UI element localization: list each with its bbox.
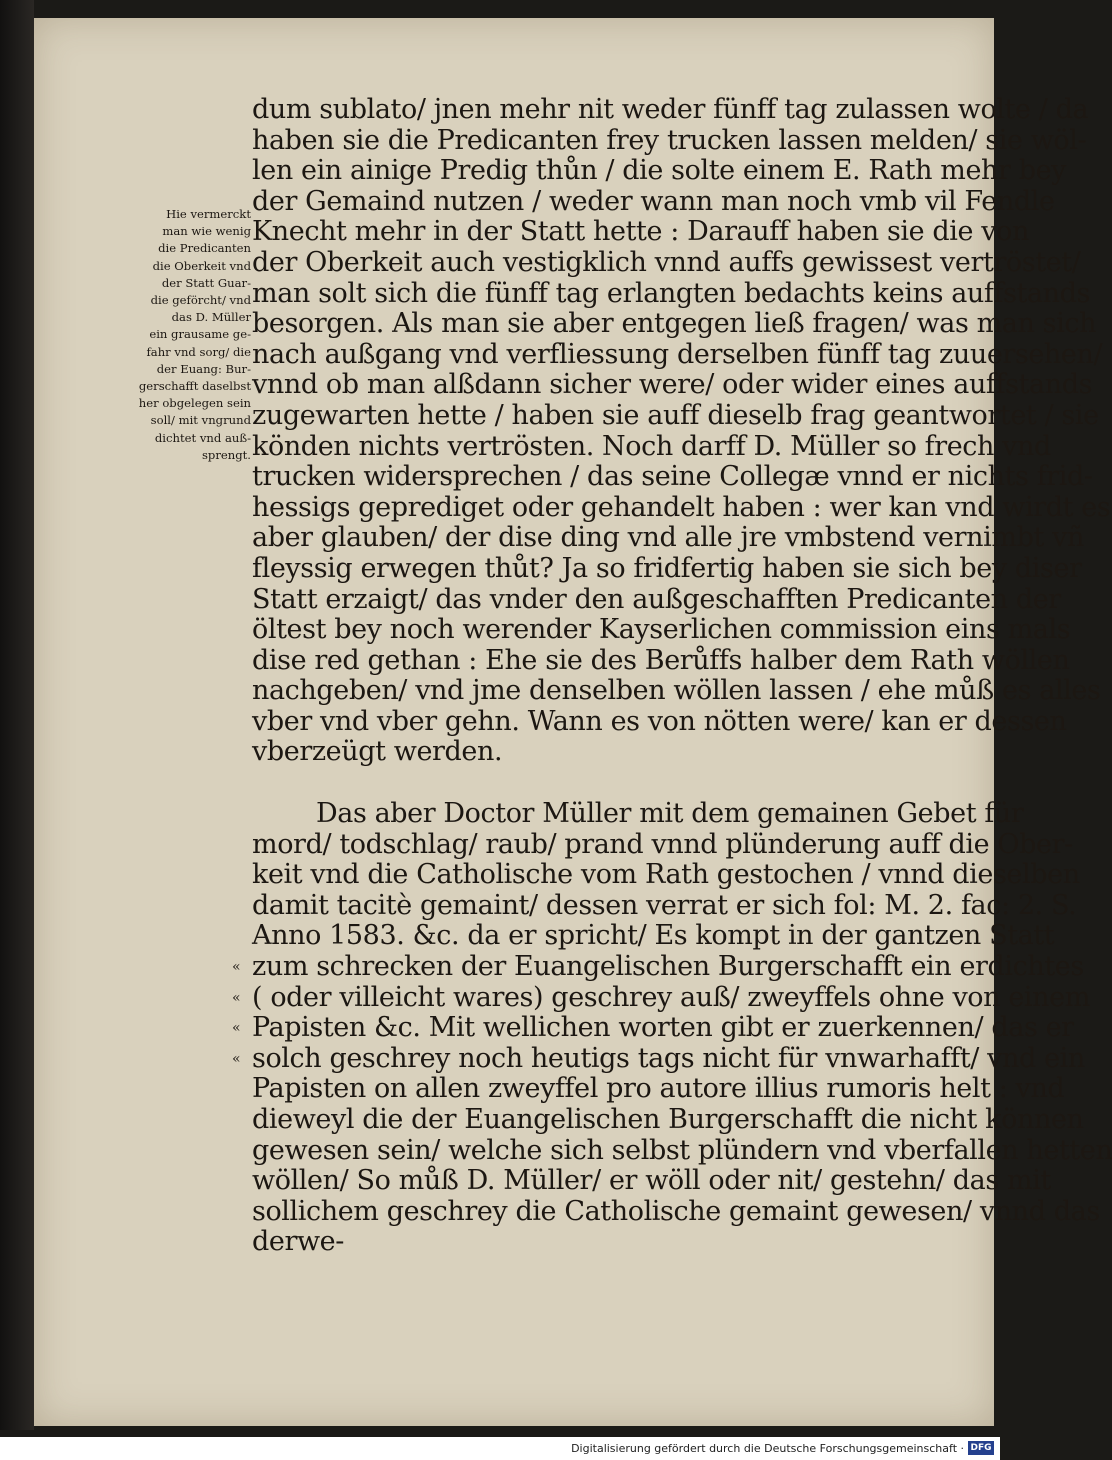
- paragraph-2: [252, 798, 1112, 1258]
- text-line: zugewarten hette / haben sie auff dieselb frag geantwortet / sie: [252, 399, 1099, 431]
- margin-note-line: soll/ mit vngrund: [150, 413, 251, 428]
- text-line: besorgen. Als man sie aber entgegen ließ fragen/ was man sich: [252, 308, 1097, 340]
- margin-note-line: man wie wenig: [162, 224, 251, 239]
- text-line: ( oder villeicht wares) geschrey auß/ zweyffels ohne von einem: [252, 981, 1090, 1013]
- text-line: öltest bey noch werender Kayserlichen commission eins mals: [252, 614, 1071, 646]
- quote-mark: «: [232, 1050, 241, 1067]
- text-line: Papisten &c. Mit wellichen worten gibt er zuerkennen/ das er: [252, 1012, 1074, 1044]
- text-line: dum sublato/ jnen mehr nit weder fünff tag zulassen wolte / da: [252, 94, 1089, 125]
- margin-note: [106, 206, 251, 464]
- text-line: wöllen/ So můß D. Müller/ er wöll oder nit/ gestehn/ das mit: [252, 1165, 1051, 1197]
- text-line: man solt sich die fünff tag erlangten bedachts keins auffstands: [252, 277, 1091, 309]
- text-line: sollichem geschrey die Catholische gemaint gewesen/ vnnd das: [252, 1195, 1100, 1227]
- text-line: aber glauben/ der dise ding vnd alle jre vmbstend vernimbt vñ: [252, 522, 1084, 554]
- margin-note-line: gerschafft daselbst: [138, 379, 251, 394]
- text-line: nachgeben/ vnd jme denselben wöllen lassen / ehe můß es alles: [252, 675, 1101, 707]
- margin-note-line: her obgelegen sein: [138, 396, 251, 411]
- text-line: fleyssig erwegen thůt? Ja so fridfertig haben sie sich bey diser: [252, 552, 1082, 584]
- text-line: keit vnd die Catholische vom Rath gestochen / vnnd dieselben: [252, 859, 1080, 891]
- text-line: dise red gethan : Ehe sie des Berůffs halber dem Rath wöllen: [252, 644, 1070, 676]
- text-line: Papisten on allen zweyffel pro autore illius rumoris helt : vnd: [252, 1073, 1065, 1105]
- margin-note-line: dichtet vnd auß-: [154, 430, 251, 445]
- margin-note-line: Hie vermerckt: [166, 207, 251, 221]
- text-line: trucken widersprechen / das seine Collegæ vnnd er nichts frid-: [252, 461, 1093, 493]
- margin-note-line: ein grausame ge-: [149, 327, 251, 342]
- footer-bar: [0, 1437, 1000, 1460]
- quote-mark: «: [232, 989, 241, 1006]
- margin-note-line: die Oberkeit vnd: [152, 258, 251, 273]
- margin-note-line: sprengt.: [201, 447, 251, 462]
- margin-note-line: fahr vnd sorg/ die: [146, 344, 251, 359]
- text-line: damit tacitè gemaint/ dessen verrat er sich fol: M. 2. fac: 2. S.: [252, 889, 1077, 921]
- margin-note-line: der Euang: Bur-: [156, 361, 251, 376]
- margin-note-line: das D. Müller: [171, 310, 251, 325]
- text-line: könden nichts vertrösten. Noch darff D. Müller so frech vnd: [252, 430, 1051, 462]
- quote-mark: «: [232, 959, 241, 975]
- text-line: Das aber Doctor Müller mit dem gemainen Gebet für: [316, 798, 1024, 830]
- text-line: haben sie die Predicanten frey trucken lassen melden/ sie wöl-: [252, 124, 1087, 156]
- dfg-logo: DFG: [968, 1441, 994, 1455]
- main-text: [252, 94, 1112, 1258]
- quotation-marks: [232, 952, 252, 1074]
- margin-note-line: die Predicanten: [158, 241, 251, 256]
- text-line: der Oberkeit auch vestigklich vnnd auffs gewissest vertröstet/: [252, 246, 1081, 278]
- text-line: Knecht mehr in der Statt hette : Darauff haben sie die von: [252, 216, 1029, 248]
- text-line: Statt erzaigt/ das vnder den außgeschafften Predicanten der: [252, 583, 1061, 615]
- text-line: der Gemaind nutzen / weder wann man noch vmb vil Fendle: [252, 185, 1055, 217]
- text-line: vberzeügt werden.: [252, 736, 503, 768]
- margin-note-line: der Statt Guar-: [161, 275, 251, 290]
- text-line: derwe-: [252, 1226, 344, 1258]
- text-line: solch geschrey noch heutigs tags nicht für vnwarhafft/ vnd ein: [252, 1042, 1085, 1074]
- text-line: hessigs geprediget oder gehandelt haben : wer kan vnd wirdt es: [252, 491, 1111, 523]
- text-line: nach außgang vnd verfliessung derselben fünff tag zuuersehen/: [252, 338, 1103, 370]
- quote-mark: «: [232, 1020, 241, 1037]
- text-line: vnnd ob man alßdann sicher were/ oder wider eines auffstands: [252, 369, 1093, 401]
- book-gutter: [0, 0, 34, 1430]
- paragraph-1: [252, 94, 1111, 768]
- text-line: vber vnd vber gehn. Wann es von nötten were/ kan er dessen: [252, 705, 1067, 737]
- text-line: mord/ todschlag/ raub/ prand vnnd plünderung auff die Ober-: [252, 828, 1073, 860]
- margin-note-line: die geförcht/ vnd: [150, 293, 251, 308]
- text-line: dieweyl die der Euangelischen Burgerschafft die nicht können: [252, 1104, 1084, 1135]
- text-line: zum schrecken der Euangelischen Burgerschafft ein erdichtes: [252, 951, 1084, 983]
- text-line: Anno 1583. &c. da er spricht/ Es kompt in der gantzen Statt: [252, 920, 1055, 952]
- footer-credit: Digitalisierung gefördert durch die Deutsche Forschungsgemeinschaft ·: [571, 1442, 964, 1455]
- text-line: len ein ainige Predig thůn / die solte einem E. Rath mehr bey: [252, 155, 1067, 187]
- text-line: gewesen sein/ welche sich selbst plündern vnd vberfallen hetten: [252, 1134, 1112, 1166]
